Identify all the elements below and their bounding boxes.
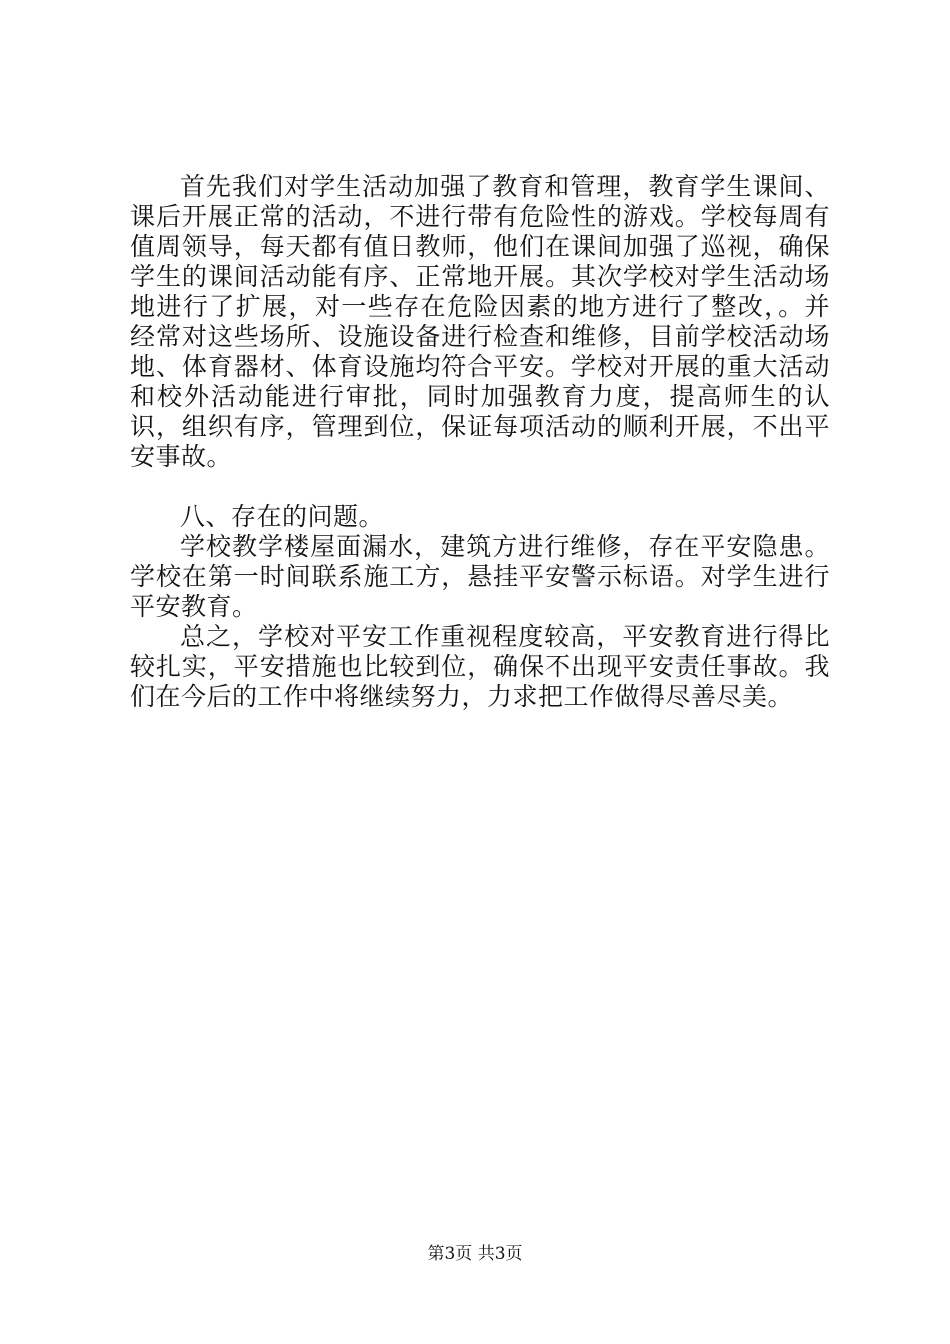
section-heading-problems: 八、存在的问题。 [180,502,385,531]
paragraph-activities: 首先我们对学生活动加强了教育和管理，教育学生课间、课后开展正常的活动，不进行带有危险性的游戏。学校每周有值周领导，每天都有值日教师，他们在课间加强了巡视，确保学生的课间活动能有序、正常地开展。其次学校对学生活动场地进行了扩展，对一些存在危险因素的地方进行了整改，。并经常对这些场所、设施设备进行检查和维修，目前学校活动场地、体育器材、体育设施均符合平安。学校对开展的重大活动和校外活动能进行审批，同时加强教育力度，提高师生的认识，组织有序，管理到位，保证每项活动的顺利开展，不出平安事故。 [130,172,830,471]
paragraph-problems: 学校教学楼屋面漏水，建筑方进行维修，存在平安隐患。学校在第一时间联系施工方，悬挂平安警示标语。对学生进行平安教育。 [130,532,830,621]
paragraph-summary: 总之，学校对平安工作重视程度较高，平安教育进行得比较扎实，平安措施也比较到位，确保不出现平安责任事故。我们在今后的工作中将继续努力，力求把工作做得尽善尽美。 [130,622,830,711]
document-body [130,172,830,712]
page-number-footer: 第3页 共3页 [427,1244,523,1264]
